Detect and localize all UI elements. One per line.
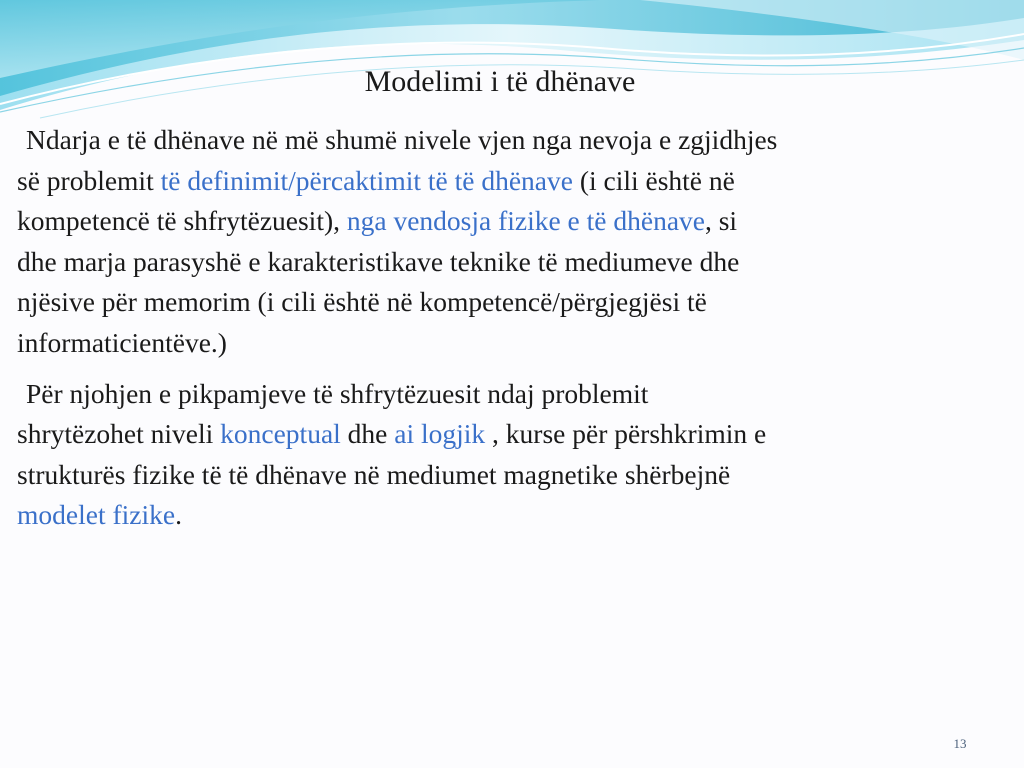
paragraph-line bbox=[17, 120, 1017, 161]
paragraph-line bbox=[17, 414, 1017, 455]
highlighted-term: të definimit/përcaktimit të të dhënave bbox=[160, 164, 573, 196]
highlighted-term: nga vendosja fizike e të dhënave bbox=[346, 205, 705, 237]
paragraph-line bbox=[17, 201, 1017, 242]
text-run: strukturës fizike të të dhënave në mediumet magnetike shërbejnë bbox=[17, 458, 731, 490]
text-run: së problemit bbox=[17, 164, 161, 196]
paragraph-line bbox=[17, 282, 1017, 323]
paragraph-2 bbox=[17, 374, 1017, 536]
highlighted-term: konceptual bbox=[220, 418, 341, 450]
text-run: kompetencë të shfrytëzuesit), bbox=[17, 205, 347, 237]
text-run: Për njohjen e pikpamjeve të shfrytëzuesit ndaj problemit bbox=[26, 377, 649, 409]
slide-title: Modelimi i të dhënave bbox=[364, 65, 636, 98]
paragraph-line bbox=[17, 455, 1017, 496]
slide-body bbox=[17, 120, 1017, 546]
text-run: dhe bbox=[340, 418, 395, 450]
text-run: , si bbox=[704, 205, 738, 237]
paragraph-line bbox=[17, 242, 1017, 283]
paragraph-line bbox=[17, 374, 1017, 415]
page-number: 13 bbox=[953, 736, 967, 751]
text-run: shrytëzohet niveli bbox=[17, 418, 221, 450]
paragraph-1 bbox=[17, 120, 1017, 364]
text-run: informaticientëve.) bbox=[17, 326, 227, 358]
text-run: , kurse për përshkrimin e bbox=[485, 418, 767, 450]
highlighted-term: ai logjik bbox=[394, 418, 486, 450]
text-run: njësive për memorim (i cili është në kompetencë/përgjegjësi të bbox=[17, 286, 707, 318]
highlighted-term: modelet fizike bbox=[17, 499, 176, 531]
text-run: dhe marja parasyshë e karakteristikave teknike të mediumeve dhe bbox=[17, 245, 740, 277]
text-run: Ndarja e të dhënave në më shumë nivele vjen nga nevoja e zgjidhjes bbox=[26, 124, 778, 155]
paragraph-line bbox=[17, 161, 1017, 202]
paragraph-line bbox=[17, 323, 1017, 364]
text-run: . bbox=[175, 499, 182, 531]
text-run: (i cili është në bbox=[572, 164, 735, 196]
paragraph-line bbox=[17, 495, 1017, 536]
